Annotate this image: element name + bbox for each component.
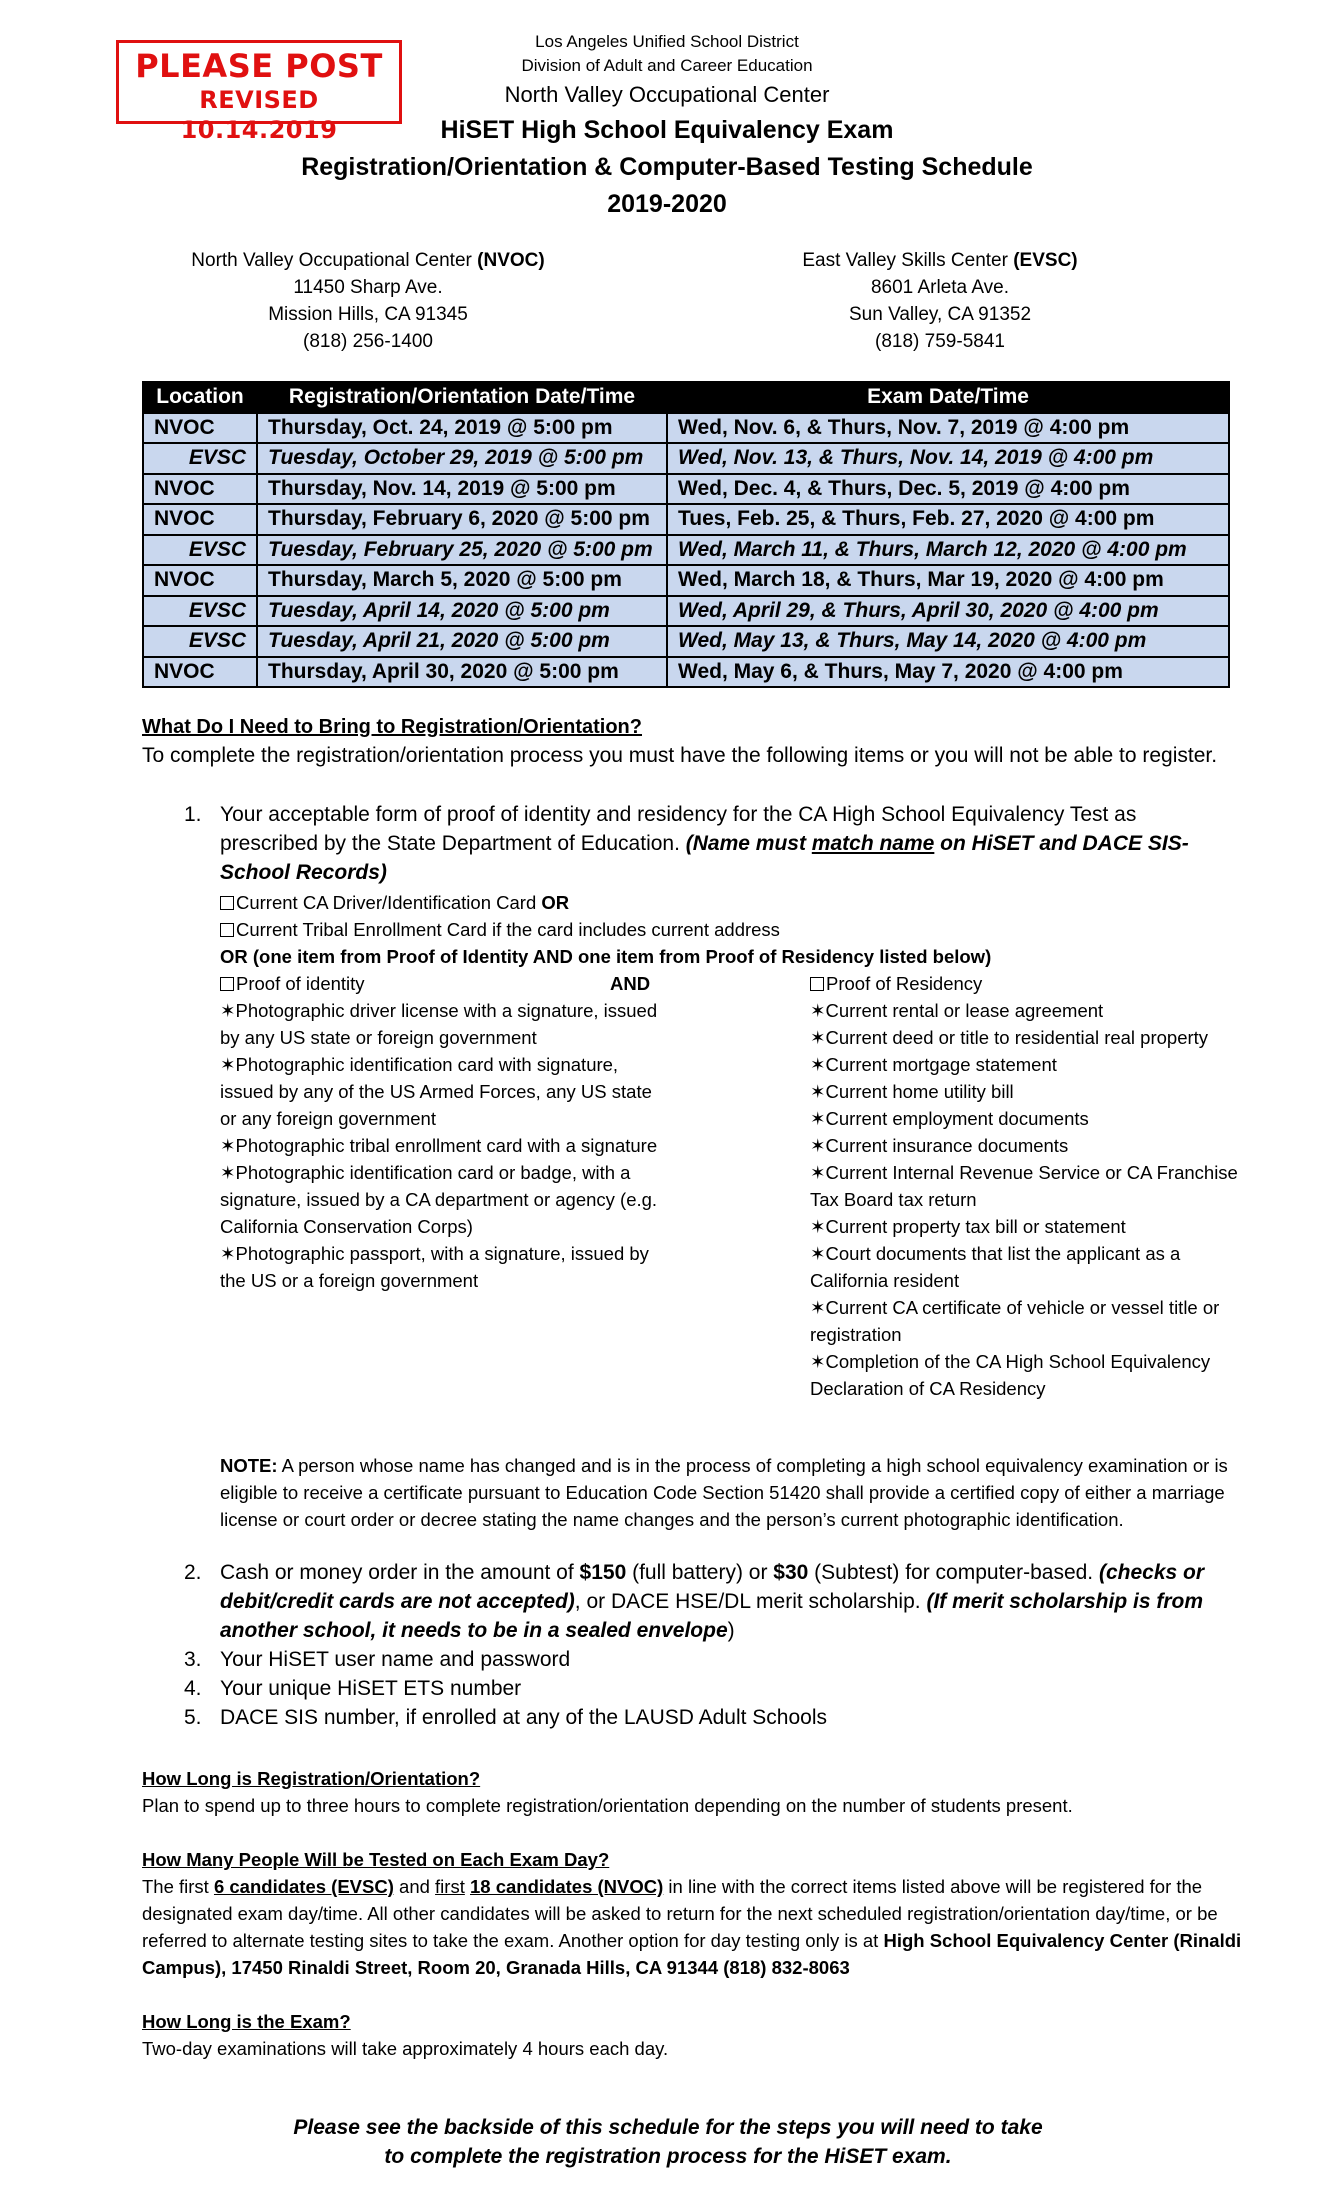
faq-answer-1: Plan to spend up to three hours to complete registration/orientation depending on the number of students present. [142, 1795, 1073, 1816]
table-row [143, 504, 1229, 535]
registration-cell: Tuesday, October 29, 2019 @ 5:00 pm [257, 443, 667, 474]
star-bullet-icon: ✶ [220, 1243, 236, 1264]
list-item-text: Photographic tribal enrollment card with a signature [235, 1135, 658, 1156]
list-item [220, 997, 660, 1051]
column-header: Registration/Orientation Date/Time [257, 382, 667, 413]
star-bullet-icon: ✶ [810, 1162, 826, 1183]
and-label: AND [610, 973, 651, 994]
page-title: HiSET High School Equivalency Exam [440, 116, 894, 144]
checkbox-icon [810, 977, 824, 991]
location-street: 8601 Arleta Ave. [870, 277, 1010, 298]
star-bullet-icon: ✶ [810, 1297, 826, 1318]
list-item-text: Current employment documents [825, 1108, 1089, 1129]
star-bullet-icon: ✶ [810, 1000, 826, 1021]
item-number: 4. [184, 1677, 202, 1700]
star-bullet-icon: ✶ [810, 1216, 826, 1237]
star-bullet-icon: ✶ [220, 1054, 236, 1075]
list-item [810, 1213, 1250, 1240]
item-4-text: Your unique HiSET ETS number [220, 1677, 522, 1700]
exam-cell: Wed, Nov. 13, & Thurs, Nov. 14, 2019 @ 4:00 pm [667, 443, 1229, 474]
list-item-text: Current home utility bill [825, 1081, 1014, 1102]
registration-cell: Tuesday, February 25, 2020 @ 5:00 pm [257, 535, 667, 566]
item-2-text: Cash or money order in the amount of $150 (full battery) or $30 (Subtest) for computer-based. (checks or debit/credit cards are not accepted), or DACE HSE/DL merit scholarship. (If merit scholarship is from another school, it needs to be in a sealed envelope) [220, 1561, 1205, 1642]
list-item-text: Current mortgage statement [825, 1054, 1057, 1075]
table-row [143, 535, 1229, 566]
star-bullet-icon: ✶ [810, 1135, 826, 1156]
list-item [220, 1051, 660, 1132]
location-cell: EVSC [143, 535, 257, 566]
identity-title: Proof of identity [220, 970, 365, 997]
registration-cell: Thursday, April 30, 2020 @ 5:00 pm [257, 657, 667, 688]
list-item [810, 1132, 1250, 1159]
table-row [143, 474, 1229, 505]
exam-cell: Wed, Dec. 4, & Thurs, Dec. 5, 2019 @ 4:00 pm [667, 474, 1229, 505]
item-1-text: Your acceptable form of proof of identity and residency for the CA High School Equivalency Test as prescribed by the State Department of Education. (Name must match name on HiSET and DACE SIS-School Records) [220, 803, 1189, 884]
location-cell: NVOC [143, 474, 257, 505]
list-item-text: Current deed or title to residential real property [825, 1027, 1209, 1048]
division-name: Division of Adult and Career Education [521, 56, 813, 75]
bring-heading: What Do I Need to Bring to Registration/Orientation? [142, 716, 642, 738]
option-tribal-card: Current Tribal Enrollment Card if the card includes current address [220, 916, 780, 943]
footer-note-line-2: to complete the registration process for the HiSET exam. [384, 2145, 952, 2168]
residency-list [810, 997, 1250, 1402]
or-line: OR (one item from Proof of Identity AND one item from Proof of Residency listed below) [220, 946, 992, 967]
location-nvoc [178, 247, 558, 355]
footer-note-line-1: Please see the backside of this schedule for the steps you will need to take [293, 2116, 1043, 2139]
checkbox-icon [220, 977, 234, 991]
location-phone: (818) 256-1400 [303, 331, 433, 352]
table-header-row [143, 382, 1229, 413]
stamp-line-2: REVISED 10.14.2019 [180, 86, 338, 144]
faq-question-1: How Long is Registration/Orientation? [142, 1768, 481, 1789]
list-item [810, 1078, 1250, 1105]
stamp-line-1: PLEASE POST [135, 47, 383, 85]
item-number: 5. [184, 1706, 202, 1729]
schedule-table [142, 381, 1230, 688]
item-number: 2. [184, 1561, 202, 1584]
center-name: North Valley Occupational Center [504, 82, 830, 107]
table-row [143, 657, 1229, 688]
exam-cell: Wed, May 13, & Thurs, May 14, 2020 @ 4:00 pm [667, 626, 1229, 657]
location-cell: NVOC [143, 565, 257, 596]
list-item-text: Photographic passport, with a signature, issued by the US or a foreign government [220, 1243, 649, 1291]
list-item-text: Court documents that list the applicant as a California resident [810, 1243, 1181, 1291]
star-bullet-icon: ✶ [220, 1135, 236, 1156]
table-row [143, 443, 1229, 474]
residency-title: Proof of Residency [810, 970, 982, 997]
registration-cell: Tuesday, April 21, 2020 @ 5:00 pm [257, 626, 667, 657]
item-5-text: DACE SIS number, if enrolled at any of the LAUSD Adult Schools [220, 1706, 827, 1729]
checkbox-icon [220, 923, 234, 937]
list-item [810, 997, 1250, 1024]
location-name: East Valley Skills Center (EVSC) [802, 250, 1078, 271]
list-item [810, 1294, 1250, 1348]
location-cell: EVSC [143, 443, 257, 474]
location-cell: EVSC [143, 626, 257, 657]
option-driver-card: Current CA Driver/Identification Card OR [220, 889, 569, 916]
star-bullet-icon: ✶ [810, 1108, 826, 1129]
school-year: 2019-2020 [607, 190, 727, 218]
star-bullet-icon: ✶ [220, 1000, 236, 1021]
registration-cell: Thursday, February 6, 2020 @ 5:00 pm [257, 504, 667, 535]
location-cell: NVOC [143, 504, 257, 535]
exam-cell: Wed, March 11, & Thurs, March 12, 2020 @ 4:00 pm [667, 535, 1229, 566]
list-item [220, 1132, 660, 1159]
exam-cell: Wed, Nov. 6, & Thurs, Nov. 7, 2019 @ 4:00 pm [667, 413, 1229, 444]
registration-cell: Thursday, Nov. 14, 2019 @ 5:00 pm [257, 474, 667, 505]
identity-list [220, 997, 660, 1294]
item-number: 3. [184, 1648, 202, 1671]
location-evsc [750, 247, 1130, 355]
list-item-text: Photographic driver license with a signature, issued by any US state or foreign government [220, 1000, 658, 1048]
list-item-text: Current rental or lease agreement [825, 1000, 1104, 1021]
faq-question-2: How Many People Will be Tested on Each Exam Day? [142, 1849, 610, 1870]
list-item-text: Photographic identification card with signature, issued by any of the US Armed Forces, any US state or any foreign government [220, 1054, 652, 1129]
bring-intro: To complete the registration/orientation process you must have the following items or you will not be able to register. [142, 744, 1218, 767]
location-name: North Valley Occupational Center (NVOC) [191, 250, 545, 271]
item-3-text: Your HiSET user name and password [220, 1648, 571, 1671]
star-bullet-icon: ✶ [810, 1351, 826, 1372]
list-item-text: Current Internal Revenue Service or CA Franchise Tax Board tax return [810, 1162, 1238, 1210]
list-item [810, 1105, 1250, 1132]
location-street: 11450 Sharp Ave. [293, 277, 443, 298]
list-item-text: Photographic identification card or badge, with a signature, issued by a CA department or agency (e.g. California Conservation Corps) [220, 1162, 658, 1237]
column-header: Exam Date/Time [667, 382, 1229, 413]
table-row [143, 626, 1229, 657]
exam-cell: Wed, April 29, & Thurs, April 30, 2020 @ 4:00 pm [667, 596, 1229, 627]
exam-cell: Wed, May 6, & Thurs, May 7, 2020 @ 4:00 pm [667, 657, 1229, 688]
faq-answer-3: Two-day examinations will take approximately 4 hours each day. [142, 2038, 669, 2059]
column-header: Location [143, 382, 257, 413]
list-item [220, 1159, 660, 1240]
list-item [810, 1159, 1250, 1213]
list-item [810, 1024, 1250, 1051]
table-row [143, 565, 1229, 596]
location-cell: NVOC [143, 413, 257, 444]
registration-cell: Tuesday, April 14, 2020 @ 5:00 pm [257, 596, 667, 627]
list-item-text: Completion of the CA High School Equivalency Declaration of CA Residency [810, 1351, 1211, 1399]
list-item [220, 1240, 660, 1294]
registration-cell: Thursday, Oct. 24, 2019 @ 5:00 pm [257, 413, 667, 444]
location-city: Sun Valley, CA 91352 [848, 304, 1032, 325]
location-cell: EVSC [143, 596, 257, 627]
star-bullet-icon: ✶ [810, 1027, 826, 1048]
item-number: 1. [184, 803, 202, 826]
table-row [143, 596, 1229, 627]
location-cell: NVOC [143, 657, 257, 688]
table-row [143, 413, 1229, 444]
page-subtitle: Registration/Orientation & Computer-Based Testing Schedule [301, 153, 1033, 181]
exam-cell: Tues, Feb. 25, & Thurs, Feb. 27, 2020 @ 4:00 pm [667, 504, 1229, 535]
faq-answer-2: The first 6 candidates (EVSC) and first 18 candidates (NVOC) in line with the correct items listed above will be registered for the designated exam day/time. All other candidates will be asked to return for the next scheduled registration/orientation day/time, or be referred to alternate testing sites to take the exam. Another option for day testing only is at High School Equivalency Center (Rinaldi Campus), 17450 Rinaldi Street, Room 20, Granada Hills, CA 91344 (818) 832-8063 [142, 1876, 1242, 1978]
registration-cell: Thursday, March 5, 2020 @ 5:00 pm [257, 565, 667, 596]
star-bullet-icon: ✶ [810, 1081, 826, 1102]
list-item [810, 1240, 1250, 1294]
list-item-text: Current insurance documents [825, 1135, 1069, 1156]
exam-cell: Wed, March 18, & Thurs, Mar 19, 2020 @ 4:00 pm [667, 565, 1229, 596]
star-bullet-icon: ✶ [810, 1243, 826, 1264]
list-item-text: Current CA certificate of vehicle or vessel title or registration [810, 1297, 1220, 1345]
list-item-text: Current property tax bill or statement [825, 1216, 1126, 1237]
location-phone: (818) 759-5841 [875, 331, 1005, 352]
faq-question-3: How Long is the Exam? [142, 2011, 351, 2032]
list-item [810, 1051, 1250, 1078]
list-item [810, 1348, 1250, 1402]
star-bullet-icon: ✶ [810, 1054, 826, 1075]
checkbox-icon [220, 896, 234, 910]
star-bullet-icon: ✶ [220, 1162, 236, 1183]
location-city: Mission Hills, CA 91345 [268, 304, 468, 325]
district-name: Los Angeles Unified School District [535, 32, 799, 51]
note-text: NOTE: A person whose name has changed and is in the process of completing a high school equivalency examination or is eligible to receive a certificate pursuant to Education Code Section 51420 shall provide a certified copy of either a marriage license or court order or decree stating the name changes and the person’s current photographic identification. [220, 1455, 1228, 1530]
